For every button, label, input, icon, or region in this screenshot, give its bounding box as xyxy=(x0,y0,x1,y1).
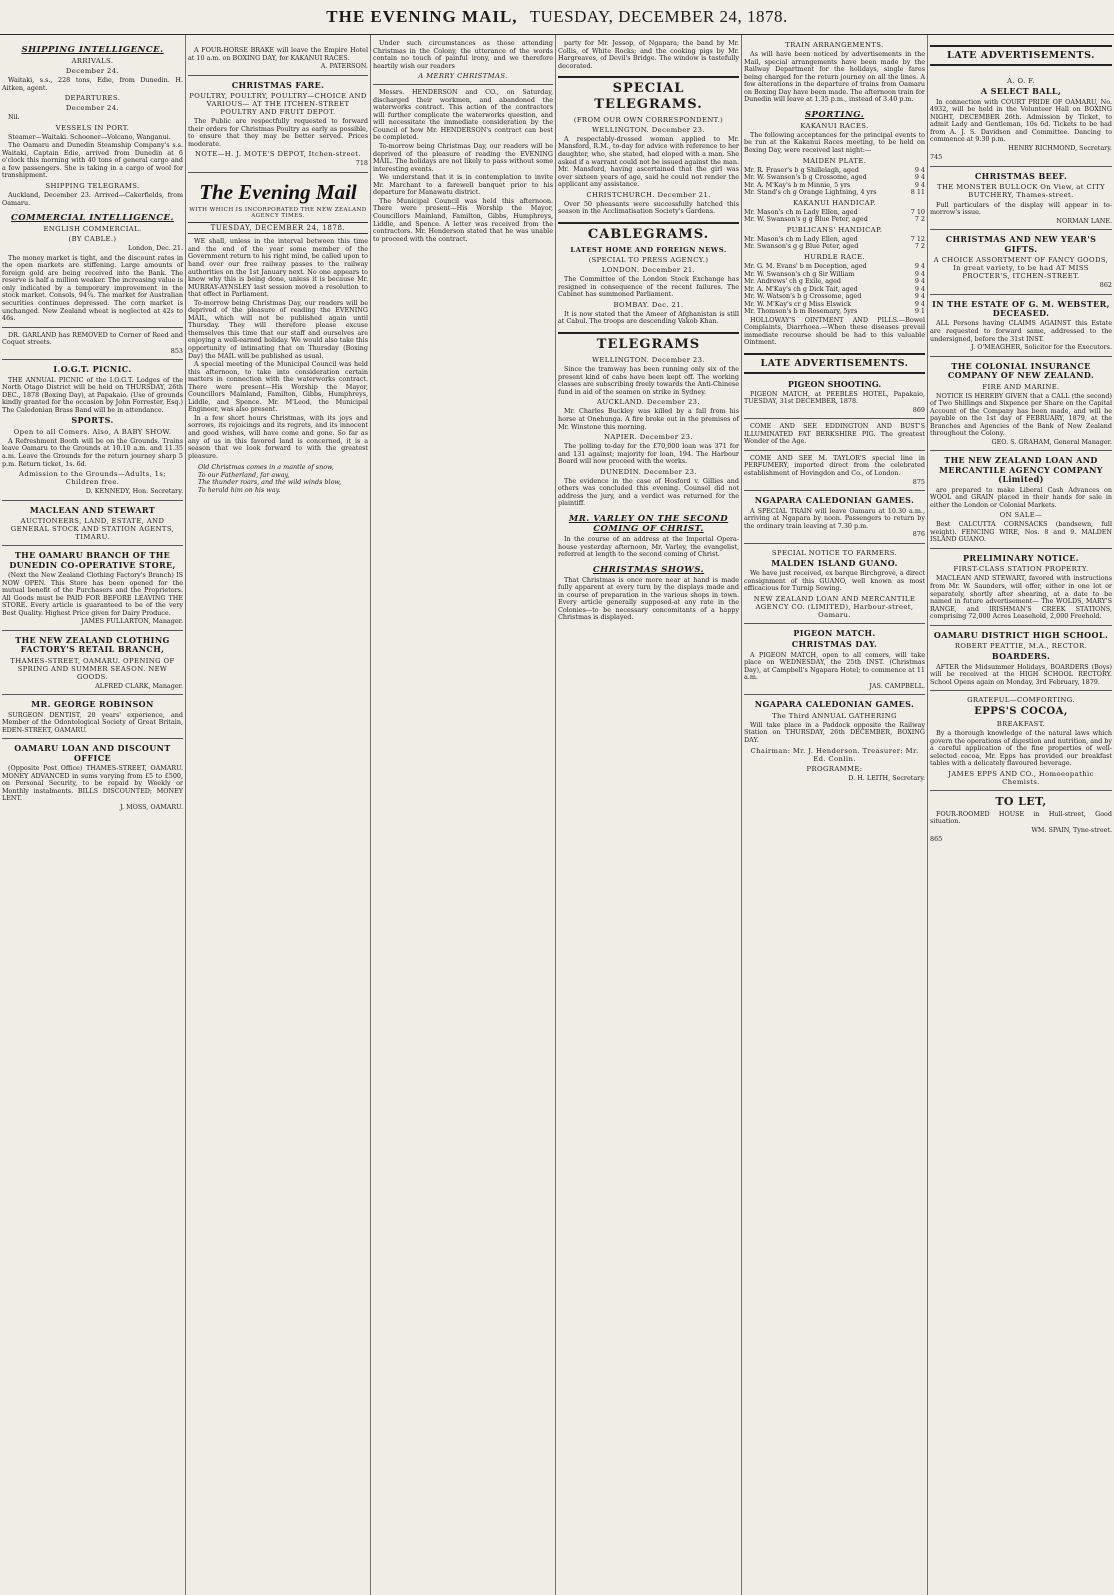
guano-text: We have just received, ex barque Birchgrove, a direct consignment of this GUANO, well known as most efficacious for Turnip Sowing. xyxy=(744,569,925,593)
paper-logo xyxy=(188,179,368,205)
holiday-paragraph: To-morrow being Christmas Day, our readers will be deprived of the pleasure of reading the EVENING MAIL. The holidays are not likely to pass without some interesting events. xyxy=(373,142,553,173)
sports-text: Open to all Comers. Also, A BABY SHOW. xyxy=(13,427,172,436)
wellington-dateline: WELLINGTON. December 23. xyxy=(592,356,705,365)
ball-ad xyxy=(930,72,1112,162)
english-date: London, Dec. 21. xyxy=(127,244,183,253)
coop-ad xyxy=(2,545,183,626)
paper-title: The Evening Mail xyxy=(199,179,357,204)
ball-heading: A SELECT BALL, xyxy=(980,86,1062,97)
gifts-text: A CHOICE ASSORTMENT OF FANCY GOODS, In great variety, to be had AT MISS PROCTER'S, ITCHEN-STREET. xyxy=(933,256,1109,281)
farmers-notice: SPECIAL NOTICE TO FARMERS. xyxy=(771,548,898,557)
games-text: Will take place in a Paddock opposite the Railway Station on THURSDAY, 26th DECEMBER, BOXING DAY. xyxy=(744,720,925,744)
masthead-title: THE EVENING MAIL, xyxy=(326,7,518,26)
entry-weight: 7 2 xyxy=(914,215,925,224)
to-let-text: FOUR-ROOMED HOUSE in Hull-street, Good situation. xyxy=(930,809,1112,826)
arrivals-date: December 24. xyxy=(65,67,120,76)
waterworks-paragraph: Messrs. HENDERSON and CO., on Saturday, discharged their workmen, and abandoned the waterworks contract. This action of the contractors will further complicate the waterworks question, and will necessitate the immediate consideration by the Council of how Mr. HENDERSON's contract can best be completed. xyxy=(373,88,553,142)
garland-text: DR. GARLAND has REMOVED to Corner of Reed and Coquet streets. xyxy=(2,330,183,347)
wellington-text: Since the tramway has been running only six of the present kind of cabs have been kept off. The working classes are subscribing freely towards the Anti-Chinese fund in aid of the seamen on strike in Sydney. xyxy=(558,365,739,396)
coop-heading: THE OAMARU BRANCH OF THE DUNEDIN CO-OPERATIVE STORE, xyxy=(9,550,176,570)
entry-weight: 9 4 xyxy=(914,277,925,286)
campbell-sign: JAS. CAMPBELL. xyxy=(869,681,925,690)
london-dateline: LONDON. December 21. xyxy=(601,266,696,275)
varley-text: In the course of an address at the Imperial Opera-house yesterday afternoon, Mr. Varley, the evangelist, referred at length to the second coming of Christ. xyxy=(558,535,739,559)
entry-weight: 7 2 xyxy=(914,242,925,251)
epps-title: EPPS'S COCOA, xyxy=(974,706,1068,718)
special-telegrams-sub: (FROM OUR OWN CORRESPONDENT.) xyxy=(573,115,724,124)
peattie-sign: ROBERT PEATTIE, M.A., RECTOR. xyxy=(954,642,1088,651)
bullock-detail: Full particulars of the display will appear in to-morrow's issue. xyxy=(930,200,1112,217)
merry-christmas: A MERRY CHRISTMAS. xyxy=(418,72,508,81)
garland-num: 853 xyxy=(170,346,183,355)
station-text: MACLEAN AND STEWART, favored with instructions from Mr. W. Saunders, will offer, either in one lot or separately, shortly after shearing, at a date to be named in future advertisement— The WOLDS, MARY'S RANGE, and IRISHMAN'S CREEK STATIONS, comprising 72,000 Acres Leasehold, 2,000 Freehold. xyxy=(930,574,1112,621)
sports-heading: SPORTS. xyxy=(71,415,114,426)
poem-line: To our Fatherland, far away, xyxy=(198,470,290,479)
entry-name: Mr. W. Swanson's g g Blue Peter, aged xyxy=(744,215,868,224)
train-heading: TRAIN ARRANGEMENTS. xyxy=(785,41,884,49)
graham-sign: GEO. S. GRAHAM, General Manager. xyxy=(991,437,1112,446)
admission-text: Admission to the Grounds—Adults, 1s; Children free. xyxy=(19,470,166,487)
editorial-paragraph: In a few short hours Christmas, with its joys and sorrows, its rejoicings and its regrets, and its innocent and good wishes, will have come and gone. So far as any of us in this favored land is concerned, it is a season that we look forward to with the greatest pleasure. xyxy=(188,413,368,460)
nz-clothing-text: THAMES-STREET, OAMARU. OPENING OF SPRING AND SUMMER SEASON. NEW GOODS. xyxy=(10,656,175,681)
brake-text: A FOUR-HORSE BRAKE will leave the Empire Hotel at 10 a.m. on BOXING DAY, for KAKANUI RACES. xyxy=(188,46,368,62)
webster-text: ALL Persons having CLAIMS AGAINST this Estate are requested to forward same, addressed to the undersigned, before the 31st INST. xyxy=(930,319,1112,343)
column-5 xyxy=(742,35,928,1595)
council-paragraph: The Municipal Council was held this afternoon. There were present—His Worship the Mayor, Councillors Mainland, Familton, Gibbs, Humphreys, Liddle, and Spence. A letter was received from the contractors. Mr. Henderson stated that he was unable to proceed with the contract. xyxy=(373,196,553,243)
publicans-list xyxy=(744,236,925,251)
ngapara-num: 876 xyxy=(912,530,925,539)
entry-weight: 7 10 xyxy=(910,207,925,216)
ngapara-heading: NGAPARA CALEDONIAN GAMES. xyxy=(754,495,915,506)
nzl-ad xyxy=(930,450,1112,544)
departures-heading: DEPARTURES. xyxy=(64,94,121,103)
news-paragraph: party for Mr. Jessop, of Ngapara; the band by Mr. Collis, of White Rocks; and the cooking pigs by Mr. Hargreaves, of Devil's Bridge. The window is tastefully decorated. xyxy=(558,39,739,70)
eddington-ad xyxy=(744,418,925,446)
entry-weight: 9 4 xyxy=(914,269,925,278)
games-ad xyxy=(744,694,925,782)
entry-weight: 8 11 xyxy=(910,188,925,197)
moss-sign: J. MOSS, OAMARU. xyxy=(119,803,183,812)
holloway-text: HOLLOWAY'S OINTMENT AND PILLS.—Bowel Complaints, Diarrhoea.—When these diseases prevail immediate recourse should be had to this valuable Ointment. xyxy=(744,315,925,347)
race-entry xyxy=(744,243,925,251)
pigeon-num: 869 xyxy=(912,405,925,414)
christchurch-dateline: CHRISTCHURCH. December 21. xyxy=(586,190,711,199)
gifts-num: 862 xyxy=(1099,281,1112,290)
robinson-ad xyxy=(2,694,183,734)
entry-weight: 9 4 xyxy=(914,261,925,270)
commercial-heading: COMMERCIAL INTELLIGENCE. xyxy=(11,213,174,224)
dunedin-text: The evidence in the case of Hosford v. Gillies and others was concluded this evening. Counsel did not address the jury, and a verdict was returned for the plaintiff. xyxy=(558,476,739,508)
aof-label: A. O. F. xyxy=(1007,77,1035,86)
entry-name: Mr. A. M'Kay's ch g Dick Tait, aged xyxy=(744,284,858,293)
christchurch-text: Over 50 pheasants were successfully hatched this season in the Acclimatisation Society's Gardens. xyxy=(558,199,739,216)
divider xyxy=(188,172,368,173)
spain-num: 865 xyxy=(930,835,943,844)
meagher-sign: J. O'MEAGHER, Solicitor for the Executors. xyxy=(971,343,1112,352)
race-entry xyxy=(744,189,925,197)
beef-heading: CHRISTMAS BEEF. xyxy=(974,171,1068,182)
shipping-telegrams-heading: SHIPPING TELEGRAMS. xyxy=(45,182,140,191)
entry-name: Mr. W. M'Kay's cr g Miss Elswick xyxy=(744,299,851,308)
telegrams-heading: TELEGRAMS xyxy=(558,332,739,352)
dunedin-dateline: DUNEDIN. December 23. xyxy=(600,467,697,476)
gifts-ad xyxy=(930,229,1112,289)
entry-name: Mr. W. Swanson's b g Crossome, aged xyxy=(744,173,867,182)
maiden-list xyxy=(744,167,925,197)
spain-sign: WM. SPAIN, Tyne-street. xyxy=(1031,825,1112,834)
napier-text: The polling to-day for the £70,000 loan was 371 for and 131 against; majority for loan, 194. The Harbour Board will now proceed with the works. xyxy=(558,442,739,466)
entry-name: Mr. Andrews' ch g Exile, aged xyxy=(744,277,841,286)
christmas-day-heading: CHRISTMAS DAY. xyxy=(791,639,878,650)
kakanui-text: The following acceptances for the principal events to be run at the Kakanui Races meeting, to be held on Boxing Day, were received last night:— xyxy=(744,130,925,154)
entry-weight: 9 4 xyxy=(914,299,925,308)
guano-heading: MALDEN ISLAND GUANO. xyxy=(771,557,898,568)
lane-sign: NORMAN LANE. xyxy=(1056,216,1112,225)
arrivals-heading: ARRIVALS. xyxy=(71,57,114,66)
column-4 xyxy=(556,35,742,1595)
cablegrams-sub: LATEST HOME AND FOREIGN NEWS. xyxy=(570,246,727,255)
english-text: The money market is tight, and the discount rates in the open markets are stiffening. Large amounts of foreign gold are being received into the Bank. The reserve is half a million weaker. The increasing value is only indicated by a temporary improvement in the stock market. Consols, 94¼. The market for Australian securities continues depressed. The corn market is unchanged. New Zealand wheat is neglected at 42s to 46s. xyxy=(2,253,183,323)
epps-text: By a thorough knowledge of the natural laws which govern the operations of digestion and nutrition, and by a careful application of the fine properties of well-selected cocoa, Mr. Epps has provided our breakfast tables with a delicately flavoured beverage. xyxy=(930,729,1112,768)
poem xyxy=(198,464,358,494)
preliminary-heading: PRELIMINARY NOTICE. xyxy=(963,553,1079,563)
epps-sub: BREAKFAST. xyxy=(996,720,1046,729)
column-3 xyxy=(371,35,556,1595)
editorial-paragraph: To-morrow being Christmas Day, our readers will be deprived of the pleasure of reading the EVENING MAIL, which will not be published again until Thursday. They will therefore please excuse themselves this time that our staff and ourselves are enjoying a well-earned holiday. We would also take this opportunity of intimating that on Thursday (Boxing Day) the MAIL will be published as usual. xyxy=(188,298,368,360)
column-6 xyxy=(928,35,1114,1595)
pigeon-match-heading: PIGEON MATCH. xyxy=(793,627,876,638)
shipping-telegrams-text: Auckland, December 23. Arrived—Cakerfields, from Oamaru. xyxy=(2,191,183,207)
richmond-num: 745 xyxy=(930,153,943,162)
entry-weight: 9 4 xyxy=(914,165,925,174)
eddington-text: COME AND SEE EDDINGTON AND BUST'S ILLUMINATED FAT BERKSHIRE PIG. The greatest Wonder of the Age. xyxy=(744,422,925,446)
iogt-text: THE ANNUAL PICNIC of the I.O.G.T. Lodges of the North Otago District will be held on THURSDAY, 26th DEC., 1878 (Boxing Day), at Papakaio. (Use of grounds kindly granted for the occasion by John Forrester, Esq.) The Caledonian Brass Band will be in attendance. xyxy=(2,375,183,414)
epps-sign: JAMES EPPS AND CO., Homoeopathic Chemists. xyxy=(948,769,1094,786)
auckland-dateline: AUCKLAND. December 23. xyxy=(597,398,700,407)
fullarton-sign: JAMES FULLARTON, Manager. xyxy=(81,617,183,626)
mote-num: 718 xyxy=(355,159,368,168)
cablegrams-sub2: (SPECIAL TO PRESS AGENCY.) xyxy=(588,256,709,265)
race-entry xyxy=(744,216,925,224)
games-programme: PROGRAMME: xyxy=(806,764,863,773)
on-sale-label: ON SALE— xyxy=(999,511,1043,520)
entry-weight: 9 1 xyxy=(914,307,925,316)
entry-name: Mr. Mason's ch m Lady Ellen, aged xyxy=(744,207,858,216)
taylor-text: COME AND SEE M. TAYLOR'S special line in PERFUMERY, imported direct from the celebrated establishment of Hovingdon and Co., of London. xyxy=(744,453,925,477)
arrivals-text: Waitaki, s.s., 228 tons, Edie, from Dunedin. H. Aitken, agent. xyxy=(2,76,183,92)
ngapara-train-ad xyxy=(744,490,925,539)
iogt-heading: I.O.G.T. PICNIC. xyxy=(53,364,132,375)
masthead-date: TUESDAY, DECEMBER 24, 1878. xyxy=(529,7,788,26)
alfred-sign: ALFRED CLARK, Manager. xyxy=(95,681,183,690)
epps-heading: GRATEFUL—COMFORTING. xyxy=(967,696,1075,705)
loan-heading: OAMARU LOAN AND DISCOUNT OFFICE xyxy=(14,743,171,763)
colonial-text: NOTICE IS HEREBY GIVEN that a CALL (the second) of Two Shillings and Sixpence per Share on the Capital Account of the Company has been made, and will be payable on the 1st day of FEBRUARY, 1879, at the Branches and Agencies of the Bank of New Zealand throughout the Colony. xyxy=(930,391,1112,438)
property-heading: FIRST-CLASS STATION PROPERTY. xyxy=(953,565,1089,574)
kakanui-heading: KAKANUI RACES. xyxy=(800,121,869,130)
campbell-text: A PIGEON MATCH, open to all comers, will take place on WEDNESDAY, the 25th INST. (Christmas Day), at Campbell's Ngapara Hotel; to commence at 11 a.m. xyxy=(744,650,925,682)
handicap-list xyxy=(744,209,925,224)
robinson-heading: MR. GEORGE ROBINSON xyxy=(31,699,154,710)
entry-name: Mr. W. Watson's b g Crossome, aged xyxy=(744,292,862,301)
garland-ad xyxy=(2,327,183,356)
paterson-sign: A. PATERSON. xyxy=(320,62,368,71)
auckland-text: Mr. Charles Buckley was killed by a fall from his horse at Onehunga. A fire broke out in the premises of Mr. Winstone this morning. xyxy=(558,407,739,431)
maclean-heading: MACLEAN AND STEWART xyxy=(29,504,156,515)
editorial-paragraph: A special meeting of the Municipal Council was held this afternoon, to take into consideration certain matters in connection with the waterworks contract. There were present—His Worship the Mayor, Councillors Mainland, Familton, Gibbs, Humphreys, Liddle, and Spence. Mr. M'Leod, the Municipal Engineer, was also present. xyxy=(188,360,368,414)
shows-text: That Christmas is once more near at hand is made fully apparent at every turn by the displays made and in course of preparation in the various shops in town. Every article generally supposed-at any rate in the Colonies—to be necessary concomitants of a happy Christmas is displayed. xyxy=(558,575,739,622)
games-officers: Chairman: Mr. J. Henderson. Treasurer: Mr. Ed. Conlin. xyxy=(750,746,919,763)
hurdle-list xyxy=(744,263,925,316)
station-ad xyxy=(930,548,1112,621)
bombay-text: It is now stated that the Ameer of Afghanistan is still at Cabul. The troops are descending Vakob Khan. xyxy=(558,309,739,326)
race-entry xyxy=(744,308,925,316)
entry-name: Mr. Thomson's b m Rosemary, 5yrs xyxy=(744,307,858,316)
bullock-text: THE MONSTER BULLOCK On View, at CITY BUTCHERY, Thames-street. xyxy=(937,183,1105,200)
richmond-sign: HENRY RICHMOND, Secretary. xyxy=(1008,143,1112,152)
nzl-text: are prepared to make Liberal Cash Advances on WOOL and GRAIN placed in their hands for sale in either the London or Colonial Markets. xyxy=(930,485,1112,509)
loan-ad xyxy=(2,738,183,811)
late-ads-banner: LATE ADVERTISEMENTS. xyxy=(744,353,925,374)
train-text: As will have been noticed by advertisements in the Mail, special arrangements have been made by the Railway Department for the holidays, single fares being charged for the return journey on all the lines. A few alterations in the departure of trains from Oamaru on Boxing Day have been made. The afternoon train for Dunedin will leave at 1.35 p.m., instead of 3.40 p.m. xyxy=(744,50,925,104)
taylor-num: 875 xyxy=(912,477,925,486)
entry-weight: 9 4 xyxy=(914,180,925,189)
nz-clothing-heading: THE NEW ZEALAND CLOTHING FACTORY'S RETAIL BRANCH, xyxy=(15,634,170,655)
refresh-text: A Refreshment Booth will be on the Grounds. Trains leave Oamaru to the Grounds at 10.10 a.m. and 11.35 a.m. Leave the Grounds for the return journey sharp 5 p.m. Return ticket, 1s. 6d. xyxy=(2,436,183,468)
london-text: The Committee of the London Stock Exchange has resigned in consequence of the recent failures. The Cabinet has summoned Parliament. xyxy=(558,275,739,299)
poem-line: Old Christmas comes in a mantle of snow, xyxy=(198,463,334,472)
column-1 xyxy=(0,35,186,1595)
wellington-dateline: WELLINGTON. December 23. xyxy=(592,125,705,134)
to-let-heading: TO LET, xyxy=(995,794,1047,808)
columns xyxy=(0,35,1114,1595)
editorial-dateline: TUESDAY, DECEMBER 24, 1878. xyxy=(188,222,368,234)
special-telegrams-heading: SPECIAL TELEGRAMS. xyxy=(558,76,739,112)
english-sub: (BY CABLE.) xyxy=(68,235,117,244)
vessels-heading: VESSELS IN PORT. xyxy=(55,123,130,132)
gifts-heading: CHRISTMAS AND NEW YEAR'S GIFTS. xyxy=(945,234,1097,254)
leith-sign: D. H. LEITH, Secretary. xyxy=(848,773,925,782)
vessels-text: Steamer—Waitaki. Schooner—Volcano, Wanganui. xyxy=(8,132,171,141)
english-heading: ENGLISH COMMERCIAL. xyxy=(43,225,142,234)
entry-name: Mr. Swanson's g g Blue Peter, aged xyxy=(744,242,859,251)
poultry-ad xyxy=(188,75,368,168)
entry-weight: 7 12 xyxy=(910,234,925,243)
coop-text: (Next the New Zealand Clothing Factory's Branch) IS NOW OPEN. This Store has been opened for the mutual benefit of the Purchasers and the Proprietors. All Goods must be PAID FOR BEFORE LEAVING THE STORE. Every article is guaranteed to be of the very Best Quality. Highest Price given for Dairy Produce. xyxy=(2,571,183,617)
nz-clothing-ad xyxy=(2,630,183,690)
masthead xyxy=(0,0,1114,35)
cablegrams-heading: CABLEGRAMS. xyxy=(558,222,739,242)
poem-line: The thunder roars, and the wild winds blow, xyxy=(198,478,342,487)
editorial-paragraph: Under such circumstances as those attending Christmas in the Colony, the utterance of the words contain no touch of painful irony, and we therefore heartily wish our readers xyxy=(373,39,553,70)
poultry-heading: POULTRY, POULTRY, POULTRY—CHOICE AND VARIOUS— AT THE ITCHEN-STREET POULTRY AND FRUIT DEPOT. xyxy=(189,92,367,117)
column-2 xyxy=(186,35,371,1595)
company-text: The Oamaru and Dunedin Steamship Company's s.s. Waitaki, Captain Edie, arrived from Dunedin at 6 o'clock this morning with 40 tons of general cargo and a few passengers. She is taking in a cargo of wool for transhipment. xyxy=(2,141,183,180)
entry-weight: 9 4 xyxy=(914,173,925,182)
ball-text: In connection with COURT PRIDE OF OAMARU, No. 4932, will be held in the Volunteer Hall on BOXING NIGHT, DECEMBER 26th. Admission by Ticket, to admit Lady and Gentleman, 10s 6d. Tickets to be had from A. J. S. Davidson and Committee. Dancing to commence at 9.30 p.m. xyxy=(930,97,1112,144)
guano-ad xyxy=(744,543,925,619)
to-let-ad xyxy=(930,790,1112,844)
entry-name: Mr. Stand's ch g Orange Lightning, 4 yrs xyxy=(744,188,877,197)
iogt-ad xyxy=(2,359,183,495)
games-heading: NGAPARA CALEDONIAN GAMES. xyxy=(754,699,915,710)
maiden-plate-heading: MAIDEN PLATE. xyxy=(802,156,867,165)
boarders-heading: BOARDERS. xyxy=(991,651,1051,662)
late-ads-banner: LATE ADVERTISEMENTS. xyxy=(930,45,1112,66)
napier-dateline: NAPIER. December 23. xyxy=(604,433,693,442)
mercantile-sign: NEW ZEALAND LOAN AND MERCANTILE AGENCY CO. (LIMITED), Harbour-street, Oamaru. xyxy=(753,594,916,619)
boarders-text: AFTER the Midsummer Holidays, BOARDERS (Boys) will be received at the HIGH SCHOOL RECTORY. School Opens again on Monday, 3rd February, 1879. xyxy=(930,662,1112,686)
mote-note: NOTE—H. J. MOTE'S DEPOT, Itchen-street. xyxy=(194,150,361,159)
bullock-ad xyxy=(930,166,1112,225)
hurdle-heading: HURDLE RACE. xyxy=(803,252,865,261)
shipping-heading: SHIPPING INTELLIGENCE. xyxy=(21,45,164,55)
publicans-heading: PUBLICANS' HANDICAP. xyxy=(786,225,883,234)
maclean-text: AUCTIONEERS, LAND, ESTATE, AND GENERAL STOCK AND STATION AGENTS, TIMARU. xyxy=(10,517,175,542)
ngapara-text: A SPECIAL TRAIN will leave Oamaru at 10.30 a.m., arriving at Ngapara by noon. Passengers to return by the ordinary train leaving at 7.30 p.m. xyxy=(744,506,925,530)
pigeon-text: PIGEON MATCH, at PEEBLES HOTEL, Papakaio, TUESDAY, 31st DECEMBER, 1878. xyxy=(744,389,925,406)
pigeon-match-ad xyxy=(744,623,925,691)
epps-ad xyxy=(930,690,1112,786)
poultry-text: The Public are respectfully requested to forward their orders for Christmas Poultry as early as possible, to ensure that they may be better served. Prices moderate. xyxy=(188,117,368,148)
poem-line: To herald him on his way. xyxy=(198,485,281,494)
entry-name: Mr. Mason's ch m Lady Ellen, aged xyxy=(744,234,858,243)
fire-marine: FIRE AND MARINE. xyxy=(982,382,1060,391)
entry-weight: 9 4 xyxy=(914,292,925,301)
colonial-heading: THE COLONIAL INSURANCE COMPANY OF NEW ZEALAND. xyxy=(947,360,1095,381)
loan-text: (Opposite Post Office) THAMES-STREET, OAMARU. MONEY ADVANCED in sums varying from £5 to £500, on Personal Security, to be repaid by Weekly or Monthly instalments. BILLS DISCOUNTED; MONEY LENT. xyxy=(2,764,183,803)
paper-subtitle: WITH WHICH IS INCORPORATED THE NEW ZEALAND AGENCY TIMES. xyxy=(189,206,367,220)
maclean-ad xyxy=(2,500,183,541)
shows-heading: CHRISTMAS SHOWS. xyxy=(592,564,705,575)
fines-paragraph: We understand that it is in contemplation to invite Mr. Marchant to a farewell banquet prior to his departure for Manawatu district. xyxy=(373,173,553,197)
sporting-heading: SPORTING. xyxy=(804,109,865,120)
colonial-ad xyxy=(930,356,1112,447)
pigeon-heading: PIGEON SHOOTING. xyxy=(787,379,882,390)
taylor-ad xyxy=(744,450,925,486)
varley-heading: MR. VARLEY ON THE SECOND COMING OF CHRIST. xyxy=(568,513,729,534)
bombay-dateline: BOMBAY. Dec. 21. xyxy=(613,300,684,309)
school-heading: OAMARU DISTRICT HIGH SCHOOL. xyxy=(933,629,1109,640)
entry-name: Mr. W. Swanson's ch g Sir William xyxy=(744,269,855,278)
editorial-paragraph: WE shall, unless in the interval between this time and the end of the year some member of the Government return to his right mind, be called upon to hand over our free railway passes to the railway authorities on the 1st January next. No one appears to know why this is being done, unless it is because Mr. MURRAY-AYNSLEY last session moved a resolution to that effect in Parliament. xyxy=(188,237,368,299)
paper-title-svg xyxy=(193,179,363,205)
entry-name: Mr. A. M'Kay's b m Minnie, 5 yrs xyxy=(744,180,851,189)
kakanui-handicap-heading: KAKANUI HANDICAP. xyxy=(792,198,877,207)
webster-heading: IN THE ESTATE OF G. M. WEBSTER, DECEASED. xyxy=(932,298,1110,319)
wellington-text: A respectably-dressed woman applied to Mr. Mansford, R.M., to-day for advice with reference to her daughter, who, she stated, had eloped with a man. She asked if a warrant could not be issued against the man. Mr. Mansford, having ascertained that the girl was over sixteen years of age, said he could not render the applicant any assistance. xyxy=(558,134,739,189)
school-ad xyxy=(930,625,1112,687)
brake-ad xyxy=(188,43,368,71)
divider xyxy=(373,84,553,85)
departures-date: December 24. xyxy=(65,104,120,113)
kennedy-sign: D. KENNEDY, Hon. Secretary. xyxy=(85,487,183,496)
departures-text: Nil. xyxy=(8,113,20,122)
webster-ad xyxy=(930,294,1112,352)
entry-weight: 9 4 xyxy=(914,284,925,293)
christmas-fare-heading: CHRISTMAS FARE. xyxy=(231,79,325,90)
entry-name: Mr. G. M. Evans' b m Deception, aged xyxy=(744,261,867,270)
entry-name: Mr. R. Fraser's b g Shillelagh, aged xyxy=(744,165,859,174)
games-sub: The Third ANNUAL GATHERING xyxy=(772,711,897,720)
sale-text: Best CALCUTTA CORNSACKS (bandsewn, full weight). FENCING WIRE, Nos. 8 and 9. MALDEN ISLAND GUANO. xyxy=(930,520,1112,544)
nzl-heading: THE NEW ZEALAND LOAN AND MERCANTILE AGENCY COMPANY (Limited) xyxy=(939,455,1103,485)
robinson-text: SURGEON DENTIST, 20 years' experience, and Member of the Odontological Society of Great Britain, EDEN-STREET, OAMARU. xyxy=(2,710,183,734)
